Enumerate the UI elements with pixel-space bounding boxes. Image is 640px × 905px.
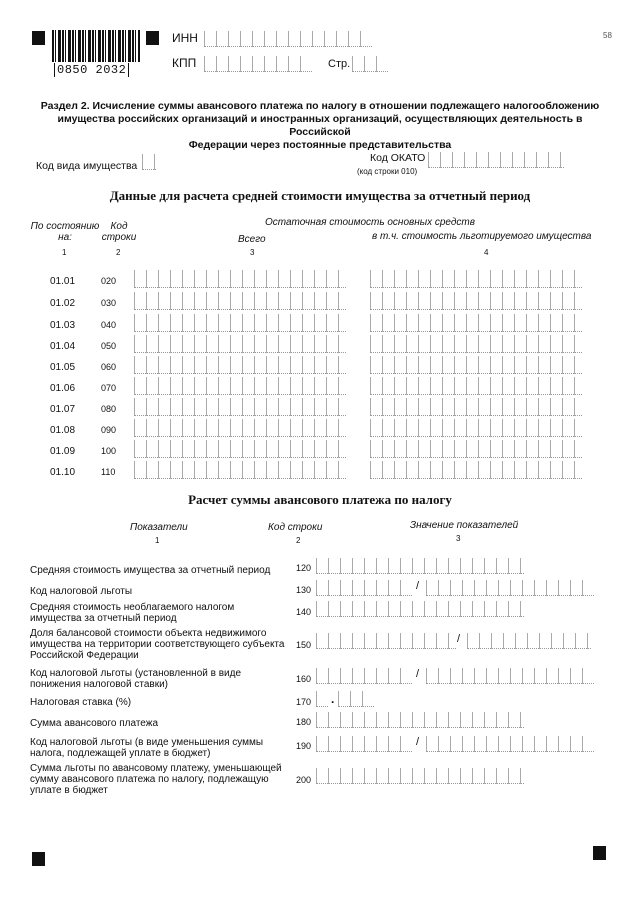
registration-mark-top-right — [146, 31, 159, 45]
indicator-code: 180 — [296, 717, 312, 727]
row-date: 01.08 — [50, 425, 76, 436]
total-value-field[interactable] — [134, 419, 346, 437]
exempt-value-field[interactable] — [370, 292, 582, 310]
okato-field[interactable] — [428, 152, 564, 168]
indicator-label: Код налоговой льготы (установленной в виде понижения налоговой ставки) — [30, 668, 242, 690]
indicator-value-field[interactable] — [316, 768, 524, 784]
row-code: 080 — [101, 404, 117, 414]
slash-separator: / — [457, 633, 461, 645]
exempt-value-field[interactable] — [370, 356, 582, 374]
inn-field[interactable] — [204, 31, 372, 47]
col-code-label: Код строки — [101, 221, 137, 243]
total-value-field[interactable] — [134, 270, 346, 288]
barcode — [52, 30, 140, 62]
property-code-field[interactable] — [142, 154, 156, 170]
total-value-field[interactable] — [134, 377, 346, 395]
slash-separator: / — [416, 668, 420, 680]
row-date: 01.09 — [50, 446, 76, 457]
property-code-label: Код вида имущества — [36, 160, 138, 172]
okato-label: Код ОКАТО — [370, 152, 426, 164]
tax-rate-fraction-field[interactable] — [338, 691, 374, 707]
avg-table-heading: Данные для расчета средней стоимости имущества за отчетный период — [109, 188, 531, 203]
indicator-code: 170 — [296, 697, 312, 707]
indicator-value-field-right[interactable] — [426, 736, 594, 752]
col-date-label: По состоянию на: — [30, 221, 100, 243]
indicator-code: 140 — [296, 607, 312, 617]
row-code: 040 — [101, 320, 117, 330]
indicator-value-field[interactable] — [316, 558, 524, 574]
inn-label: ИНН — [172, 31, 198, 45]
col-value-label: Значение показателей — [410, 520, 519, 531]
row-date: 01.05 — [50, 362, 76, 373]
col-code-label: Код строки — [268, 522, 323, 533]
indicator-value-field-left[interactable] — [316, 633, 456, 649]
tax-rate-integer-field[interactable] — [316, 691, 328, 707]
col-number-1: 1 — [155, 536, 160, 545]
indicator-value-field-right[interactable] — [426, 580, 594, 596]
indicator-code: 200 — [296, 775, 312, 785]
indicator-value-field-left[interactable] — [316, 668, 412, 684]
row-code: 100 — [101, 446, 117, 456]
total-value-field[interactable] — [134, 440, 346, 458]
exempt-value-field[interactable] — [370, 461, 582, 479]
col-number-2: 2 — [116, 248, 121, 257]
okato-sublabel: (код строки 010) — [357, 167, 418, 176]
exempt-value-field[interactable] — [370, 398, 582, 416]
col-exempt-label: в т.ч. стоимость льготируемого имущества — [372, 231, 592, 242]
section-title: Раздел 2. Исчисление суммы авансового платежа по налогу в отношении подлежащего налогообложению имущества российских организаций и иностранных организаций, осуществляющих деятельность в Российской Федерации через постоянные представительства — [40, 100, 600, 151]
col-total-label: Всего — [238, 234, 266, 245]
indicator-code: 150 — [296, 640, 312, 650]
indicator-code: 120 — [296, 563, 312, 573]
indicator-label: Код налоговой льготы — [30, 586, 133, 597]
indicator-value-field[interactable] — [316, 712, 524, 728]
total-value-field[interactable] — [134, 461, 346, 479]
indicator-label: Код налоговой льготы (в виде уменьшения суммы налога, подлежащей уплате в бюджет) — [30, 737, 264, 759]
page-label: Стр. — [328, 58, 351, 70]
row-code: 090 — [101, 425, 117, 435]
col-indicators-label: Показатели — [130, 522, 188, 533]
row-date: 01.06 — [50, 383, 76, 394]
indicator-code: 160 — [296, 674, 312, 684]
registration-mark-bottom-right — [593, 846, 606, 860]
row-code: 030 — [101, 298, 117, 308]
indicator-value-field-left[interactable] — [316, 736, 412, 752]
total-value-field[interactable] — [134, 356, 346, 374]
exempt-value-field[interactable] — [370, 419, 582, 437]
indicator-value-field-left[interactable] — [316, 580, 412, 596]
row-code: 070 — [101, 383, 117, 393]
total-value-field[interactable] — [134, 335, 346, 353]
page-number: 58 — [603, 31, 612, 40]
exempt-value-field[interactable] — [370, 377, 582, 395]
exempt-value-field[interactable] — [370, 314, 582, 332]
registration-mark-top-left — [32, 31, 45, 45]
total-value-field[interactable] — [134, 398, 346, 416]
total-value-field[interactable] — [134, 292, 346, 310]
page-field[interactable] — [352, 56, 388, 72]
row-date: 01.01 — [50, 276, 76, 287]
indicator-value-field-right[interactable] — [467, 633, 591, 649]
indicator-label: Средняя стоимость необлагаемого налогом имущества за отчетный период — [30, 602, 235, 624]
indicator-value-field[interactable] — [316, 601, 524, 617]
slash-separator: / — [416, 580, 420, 592]
barcode-number: 0850 2032 — [54, 63, 129, 77]
indicator-label: Сумма льготы по авансовому платежу, уменьшающей сумму авансового платежа по налогу, подлежащую уплате в бюджет — [30, 763, 282, 796]
col-number-2: 2 — [296, 536, 301, 545]
slash-separator: / — [416, 736, 420, 748]
kpp-field[interactable] — [204, 56, 312, 72]
indicator-value-field-right[interactable] — [426, 668, 594, 684]
exempt-value-field[interactable] — [370, 440, 582, 458]
row-date: 01.10 — [50, 467, 76, 478]
indicator-code: 130 — [296, 585, 312, 595]
exempt-value-field[interactable] — [370, 270, 582, 288]
row-code: 060 — [101, 362, 117, 372]
row-date: 01.02 — [50, 298, 76, 309]
indicator-label: Налоговая ставка (%) — [30, 697, 132, 708]
row-date: 01.04 — [50, 341, 76, 352]
col-number-3: 3 — [456, 534, 461, 543]
row-date: 01.03 — [50, 320, 76, 331]
indicator-label: Доля балансовой стоимости объекта недвижимого имущества на территории соответствующего субъекта Российской Федерации — [30, 628, 285, 661]
calc-table-heading: Расчет суммы авансового платежа по налогу — [188, 492, 452, 507]
total-value-field[interactable] — [134, 314, 346, 332]
indicator-code: 190 — [296, 741, 312, 751]
row-code: 020 — [101, 276, 117, 286]
col-residual-label: Остаточная стоимость основных средств — [265, 217, 475, 228]
col-number-3: 3 — [250, 248, 255, 257]
kpp-label: КПП — [172, 56, 197, 70]
row-code: 050 — [101, 341, 117, 351]
decimal-point: . — [331, 692, 335, 706]
col-number-1: 1 — [62, 248, 67, 257]
registration-mark-bottom-left — [32, 852, 45, 866]
indicator-label: Сумма авансового платежа — [30, 718, 159, 729]
row-date: 01.07 — [50, 404, 76, 415]
row-code: 110 — [101, 467, 116, 477]
col-number-4: 4 — [484, 248, 489, 257]
exempt-value-field[interactable] — [370, 335, 582, 353]
indicator-label: Средняя стоимость имущества за отчетный период — [30, 565, 271, 576]
